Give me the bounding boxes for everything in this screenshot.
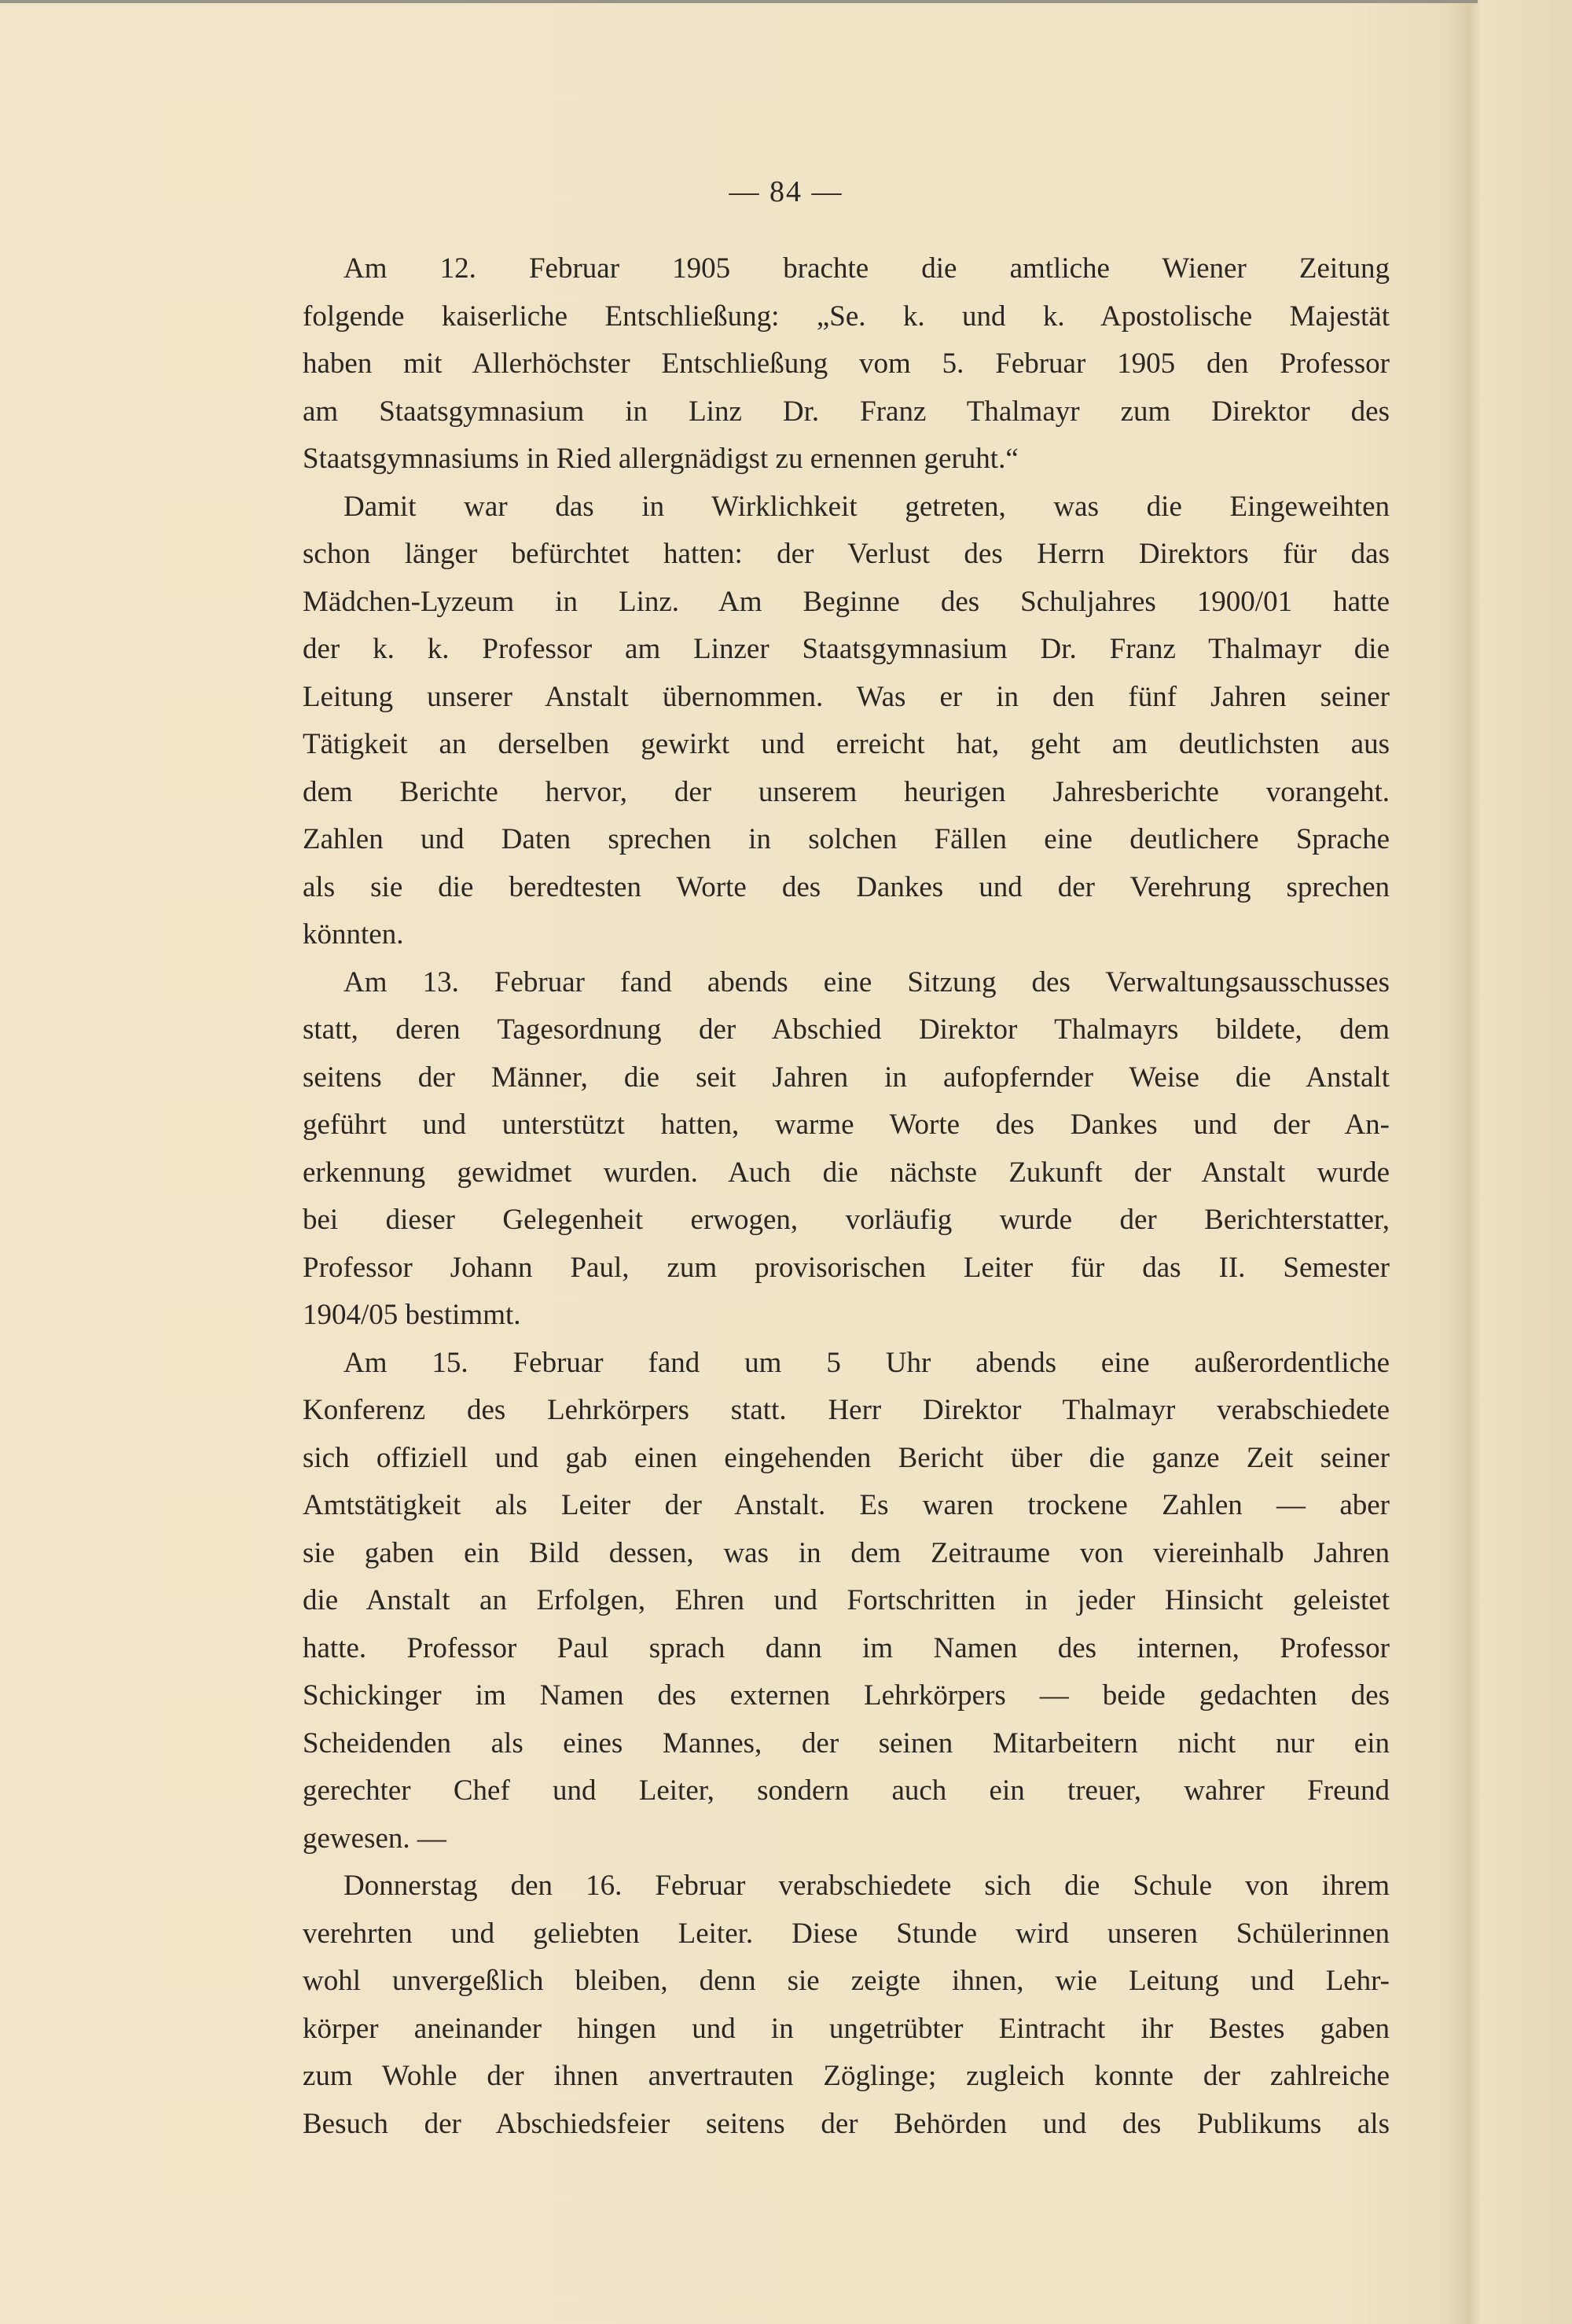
text-line: geführt und unterstützt hatten, warme Worte des Dankes und der An-	[303, 1109, 1390, 1141]
text-line: Mädchen-Lyzeum in Linz. Am Beginne des Schuljahres 1900/01 hatte	[303, 585, 1390, 618]
paragraph	[303, 245, 1390, 484]
text-line: Staatsgymnasiums in Ried allergnädigst zu ernennen geruht.“	[303, 443, 1019, 475]
text-line: Scheidenden als eines Mannes, der seinen Mitarbeitern nicht nur ein	[303, 1726, 1390, 1760]
text-line: statt, deren Tagesordnung der Abschied Direktor Thalmayrs bildete, dem	[303, 1013, 1390, 1046]
text-line: sie gaben ein Bild dessen, was in dem Zeitraume von viereinhalb Jahren	[303, 1536, 1390, 1569]
text-line: als sie die beredtesten Worte des Dankes und der Verehrung sprechen	[303, 870, 1390, 903]
body-text	[303, 245, 1390, 2148]
scan-edge-line	[0, 0, 1478, 3]
text-line: bei dieser Gelegenheit erwogen, vorläufig wurde der Berichterstatter,	[303, 1204, 1390, 1236]
text-line: gerechter Chef und Leiter, sondern auch ein treuer, wahrer Freund	[303, 1774, 1390, 1807]
paragraph	[303, 959, 1390, 1340]
text-line: Amtstätigkeit als Leiter der Anstalt. Es waren trockene Zahlen — aber	[303, 1489, 1390, 1521]
text-line: Am 15. Februar fand um 5 Uhr abends eine außerordentliche	[343, 1346, 1390, 1379]
text-line: folgende kaiserliche Entschließung: „Se. k. und k. Apostolische Majestät	[303, 300, 1390, 333]
text-line: wohl unvergeßlich bleiben, denn sie zeigte ihnen, wie Leitung und Lehr-	[303, 1965, 1390, 1997]
text-line: der k. k. Professor am Linzer Staatsgymnasium Dr. Franz Thalmayr die	[303, 633, 1390, 665]
text-line: Leitung unserer Anstalt übernommen. Was er in den fünf Jahren seiner	[303, 680, 1390, 713]
text-line: verehrten und geliebten Leiter. Diese Stunde wird unseren Schülerinnen	[303, 1917, 1390, 1950]
text-line: sich offiziell und gab einen eingehenden Bericht über die ganze Zeit seiner	[303, 1441, 1390, 1474]
text-line: zum Wohle der ihnen anvertrauten Zöglinge; zugleich konnte der zahlreiche	[303, 2060, 1390, 2092]
text-line: Tätigkeit an derselben gewirkt und erreicht hat, geht am deutlichsten aus	[303, 728, 1390, 760]
text-line: Zahlen und Daten sprechen in solchen Fällen eine deutlichere Sprache	[303, 823, 1390, 855]
page-number: — 84 —	[729, 175, 843, 208]
text-line: Damit war das in Wirklichkeit getreten, was die Eingeweihten	[343, 490, 1390, 523]
text-line: Am 12. Februar 1905 brachte die amtliche Wiener Zeitung	[343, 252, 1390, 285]
text-line: Konferenz des Lehrkörpers statt. Herr Direktor Thalmayr verabschiedete	[303, 1394, 1390, 1426]
text-line: 1904/05 bestimmt.	[303, 1299, 521, 1331]
text-line: seitens der Männer, die seit Jahren in aufopfernder Weise die Anstalt	[303, 1061, 1390, 1094]
text-line: erkennung gewidmet wurden. Auch die nächste Zukunft der Anstalt wurde	[303, 1156, 1390, 1189]
text-line: haben mit Allerhöchster Entschließung vom 5. Februar 1905 den Professor	[303, 347, 1390, 380]
paragraph	[303, 1340, 1390, 1863]
text-line: Besuch der Abschiedsfeier seitens der Behörden und des Publikums als	[303, 2107, 1390, 2140]
text-line: hatte. Professor Paul sprach dann im Namen des internen, Professor	[303, 1631, 1390, 1664]
paragraph	[303, 484, 1390, 959]
text-line: körper aneinander hingen und in ungetrübter Eintracht ihr Bestes gaben	[303, 2012, 1390, 2045]
text-line: könnten.	[303, 918, 404, 951]
text-line: am Staatsgymnasium in Linz Dr. Franz Thalmayr zum Direktor des	[303, 395, 1390, 428]
text-line: Schickinger im Namen des externen Lehrkörpers — beide gedachten des	[303, 1679, 1390, 1712]
text-line: die Anstalt an Erfolgen, Ehren und Fortschritten in jeder Hinsicht geleistet	[303, 1584, 1390, 1616]
text-line: gewesen. —	[303, 1822, 446, 1855]
text-line: schon länger befürchtet hatten: der Verlust des Herrn Direktors für das	[303, 538, 1390, 570]
paragraph	[303, 1863, 1390, 2148]
text-line: Donnerstag den 16. Februar verabschiedete sich die Schule von ihrem	[343, 1870, 1390, 1902]
text-line: Am 13. Februar fand abends eine Sitzung des Verwaltungsausschusses	[343, 965, 1390, 998]
text-line: dem Berichte hervor, der unserem heurigen Jahresberichte vorangeht.	[303, 775, 1390, 808]
text-line: Professor Johann Paul, zum provisorischen Leiter für das II. Semester	[303, 1251, 1390, 1284]
